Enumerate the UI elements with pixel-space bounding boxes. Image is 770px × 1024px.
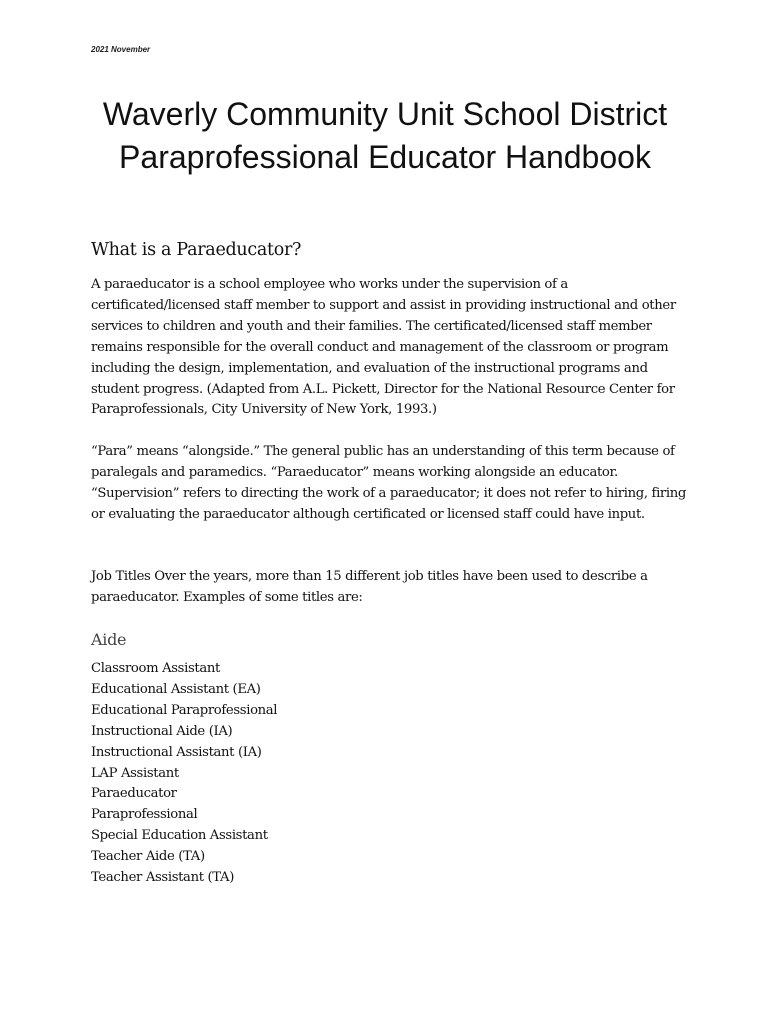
document-title-line-2: Paraprofessional Educator Handbook xyxy=(119,139,651,175)
list-item: Instructional Assistant (IA) xyxy=(91,744,262,760)
section-heading: What is a Paraeducator? xyxy=(91,240,302,260)
list-item: Paraeducator xyxy=(91,786,177,802)
list-item: Educational Paraprofessional xyxy=(91,702,278,718)
paragraph-job-titles: Job Titles Over the years, more than 15 different job titles have been used to describe a paraeducator. Examples of some titles are: xyxy=(91,569,648,605)
list-item: Teacher Assistant (TA) xyxy=(91,870,234,886)
document-title xyxy=(40,93,730,179)
list-item: Paraprofessional xyxy=(91,807,198,823)
job-titles-list xyxy=(91,659,277,889)
titles-heading: Aide xyxy=(91,630,127,649)
list-item: Teacher Aide (TA) xyxy=(91,849,205,865)
list-item: Instructional Aide (IA) xyxy=(91,723,233,739)
list-item: LAP Assistant xyxy=(91,765,179,781)
document-title-line-1: Waverly Community Unit School District xyxy=(102,96,668,132)
document-date: 2021 November xyxy=(91,45,151,54)
paragraph-definition: A paraeducator is a school employee who works under the supervision of a certificated/licensed staff member to support and assist in providing instructional and other services to children and youth and their families. The certificated/licensed staff member remains responsible for the overall conduct and management of the classroom or program including the design, implementation, and evaluation of the instructional programs and student progress. (Adapted from A.L. Pickett, Director for the National Resource Center for Paraprofessionals, City University of New York, 1993.) xyxy=(91,277,676,418)
list-item: Special Education Assistant xyxy=(91,828,268,844)
paragraph-para-meaning: “Para” means “alongside.” The general public has an understanding of this term because of paralegals and paramedics. “Paraeducator” means working alongside an educator. “Supervision” refers to directing the work of a paraeducator; it does not refer to hiring, firing or evaluating the paraeducator although certificated or licensed staff could have input. xyxy=(91,444,686,522)
list-item: Classroom Assistant xyxy=(91,661,220,676)
list-item: Educational Assistant (EA) xyxy=(91,681,261,697)
